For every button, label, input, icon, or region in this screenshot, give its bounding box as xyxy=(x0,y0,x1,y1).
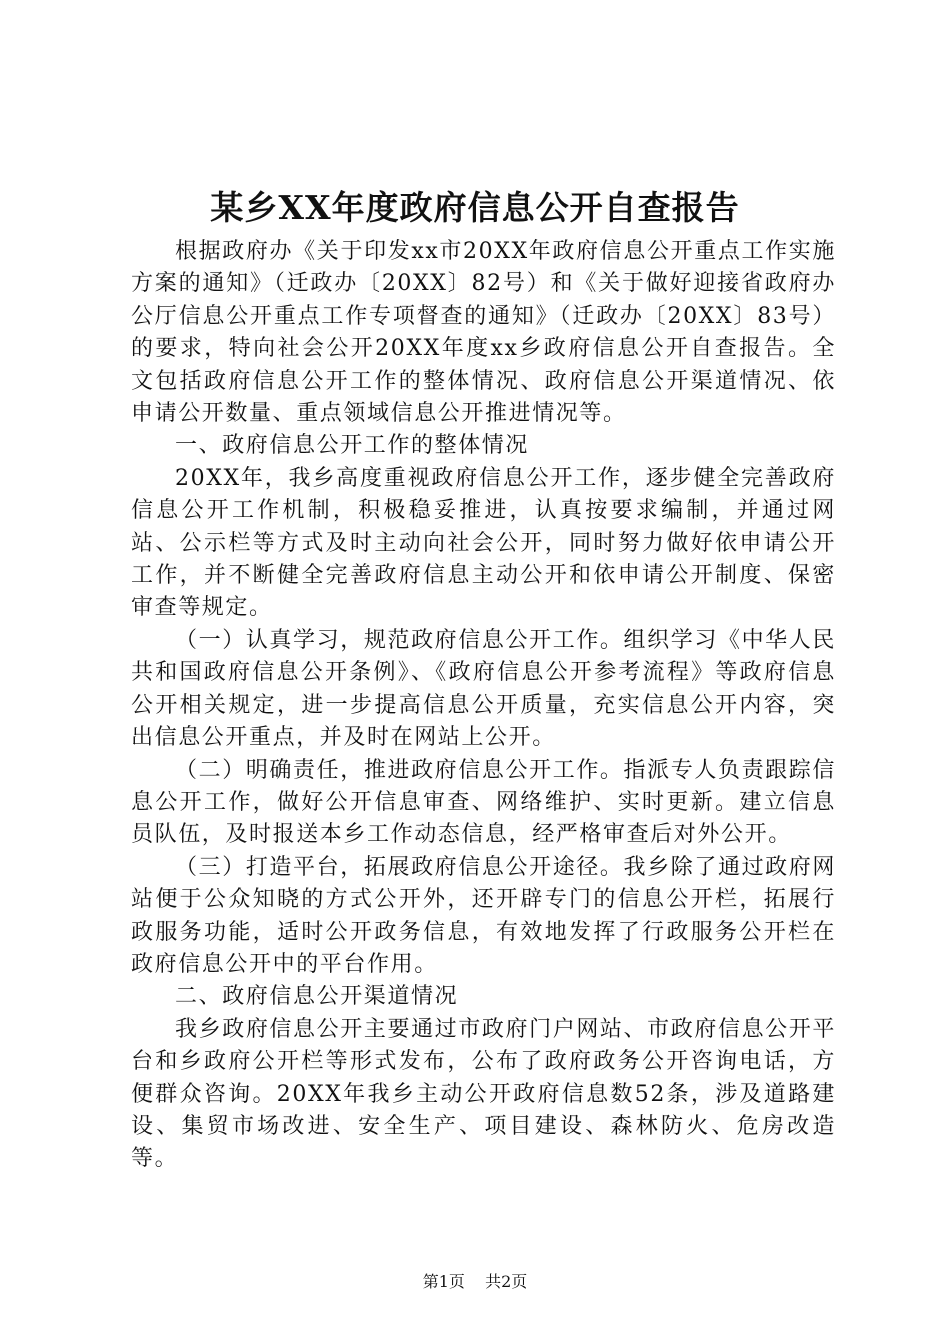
channels-paragraph: 我乡政府信息公开主要通过市政府门户网站、市政府信息公开平台和乡政府公开栏等形式发布，公布了政府政务公开咨询电话，方便群众咨询。20XX年我乡主动公开政府信息数52条，涉及道路建设、集贸市场改进、安全生产、项目建设、森林防火、危房改造等。 xyxy=(131,1016,836,1172)
subsection-paragraph-1: （一）认真学习，规范政府信息公开工作。组织学习《中华人民共和国政府信息公开条例》、《政府信息公开参考流程》等政府信息公开相关规定，进一步提高信息公开质量，充实信息公开内容，突出信息公开重点，并及时在网站上公开。 xyxy=(131,627,836,751)
overall-paragraph: 20XX年，我乡高度重视政府信息公开工作，逐步健全完善政府信息公开工作机制，积极稳妥推进，认真按要求编制，并通过网站、公示栏等方式及时主动向社会公开，同时努力做好依申请公开工作，并不断健全完善政府信息主动公开和依申请公开制度、保密审查等规定。 xyxy=(131,465,836,621)
subsection-paragraph-3: （三）打造平台，拓展政府信息公开途径。我乡除了通过政府网站便于公众知晓的方式公开外，还开辟专门的信息公开栏，拓展行政服务功能，适时公开政务信息，有效地发挥了行政服务公开栏在政府信息公开中的平台作用。 xyxy=(131,854,836,977)
page-footer xyxy=(0,1270,950,1294)
document-title: 某乡XX年度政府信息公开自查报告 xyxy=(210,188,740,227)
section-heading-overall: 一、政府信息公开工作的整体情况 xyxy=(175,433,530,459)
intro-paragraph: 根据政府办《关于印发xx市20XX年政府信息公开重点工作实施方案的通知》（迁政办〔20XX〕82号）和《关于做好迎接省政府办公厅信息公开重点工作专项督查的通知》（迁政办〔20XX〕83号）的要求，特向社会公开20XX年度xx乡政府信息公开自查报告。全文包括政府信息公开工作的整体情况、政府信息公开渠道情况、依申请公开数量、重点领域信息公开推进情况等。 xyxy=(131,239,836,427)
document-body xyxy=(131,236,836,1176)
section-heading-channels: 二、政府信息公开渠道情况 xyxy=(175,984,459,1010)
page-total: 共2页 xyxy=(485,1272,528,1291)
subsection-paragraph-2: （二）明确责任，推进政府信息公开工作。指派专人负责跟踪信息公开工作，做好公开信息审查、网络维护、实时更新。建立信息员队伍，及时报送本乡工作动态信息，经严格审查后对外公开。 xyxy=(131,757,836,848)
page-number: 第1页 xyxy=(422,1272,465,1291)
